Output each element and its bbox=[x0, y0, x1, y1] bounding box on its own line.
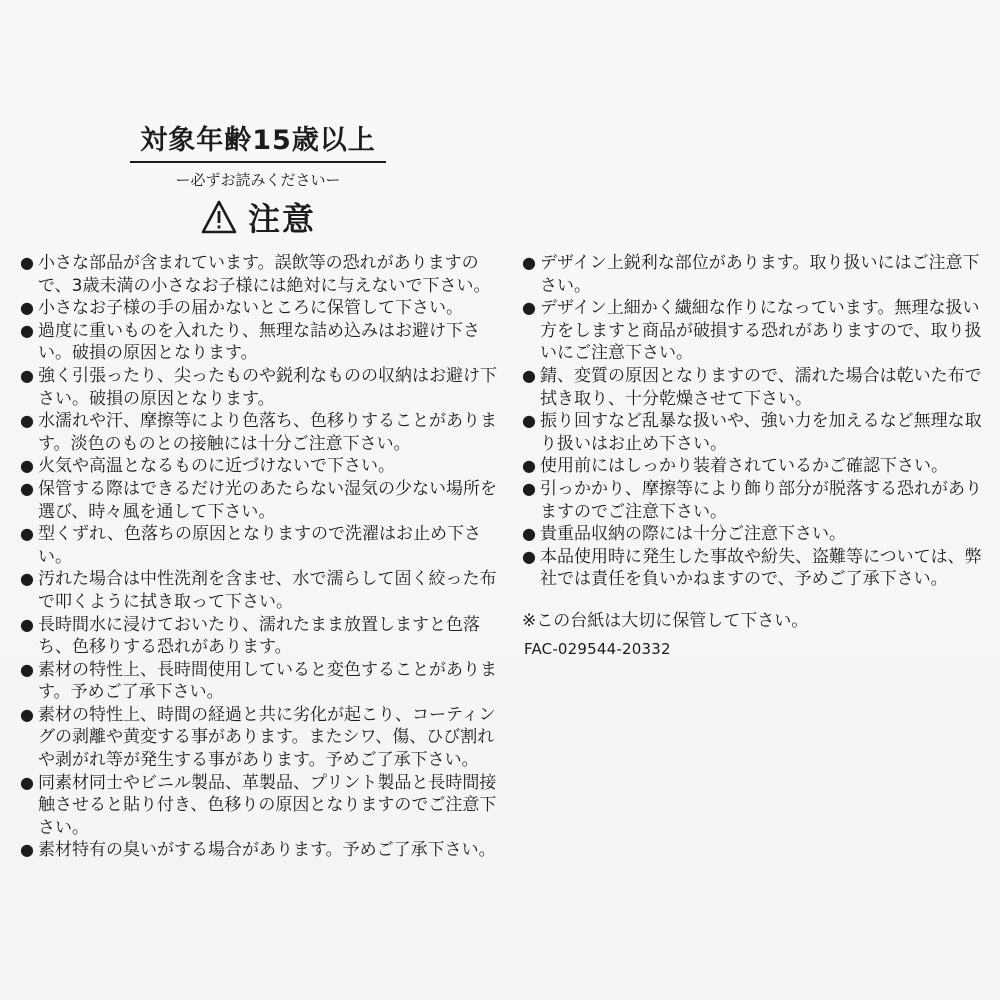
caution-item: ● 長時間水に浸けておいたり、濡れたまま放置しますと色落ち、色移りする恐れがあります。 bbox=[20, 614, 498, 659]
caution-list-right bbox=[522, 252, 996, 591]
caution-item: ● デザイン上細かく繊細な作りになっています。無理な扱い方をしますと商品が破損する恐れがありますので、取り扱いにご注意下さい。 bbox=[522, 297, 996, 365]
caution-item: ● 保管する際はできるだけ光のあたらない湿気の少ない場所を選び、時々風を通して下さい。 bbox=[20, 478, 498, 523]
caution-item: ● 振り回すなど乱暴な扱いや、強い力を加えるなど無理な取り扱いはお止め下さい。 bbox=[522, 410, 996, 455]
product-code: FAC-029544-20332 bbox=[524, 640, 671, 658]
age-title: 対象年齢15歳以上 bbox=[130, 118, 386, 163]
caution-item: ● デザイン上鋭利な部位があります。取り扱いにはご注意下さい。 bbox=[522, 252, 996, 297]
caution-item: ● 素材特有の臭いがする場合があります。予めご了承下さい。 bbox=[20, 839, 498, 862]
caution-item: ● 錆、変質の原因となりますので、濡れた場合は乾いた布で拭き取り、十分乾燥させて下さい。 bbox=[522, 365, 996, 410]
caution-item: ● 貴重品収納の際には十分ご注意下さい。 bbox=[522, 523, 996, 546]
caution-item: ● 素材の特性上、長時間使用していると変色することがあります。予めご了承下さい。 bbox=[20, 659, 498, 704]
caution-label: 注意 bbox=[247, 200, 316, 238]
caution-item: ● 水濡れや汗、摩擦等により色落ち、色移りすることがあります。淡色のものとの接触には十分ご注意下さい。 bbox=[20, 410, 498, 455]
caution-item: ● 火気や高温となるものに近づけないで下さい。 bbox=[20, 455, 498, 478]
header bbox=[130, 118, 386, 240]
caution-item: ● 引っかかり、摩擦等により飾り部分が脱落する恐れがありますのでご注意下さい。 bbox=[522, 478, 996, 523]
caution-list-left bbox=[20, 252, 498, 862]
caution-item: ● 本品使用時に発生した事故や紛失、盗難等については、弊社では責任を負いかねますので、予めご了承下さい。 bbox=[522, 546, 996, 591]
caution-heading bbox=[130, 194, 386, 240]
caution-item: ● 同素材同士やビニル製品、革製品、プリント製品と長時間接触させると貼り付き、色移りの原因となりますのでご注意下さい。 bbox=[20, 772, 498, 840]
caution-item: ● 素材の特性上、時間の経過と共に劣化が起こり、コーティングの剥離や黄変する事があります。またシワ、傷、ひび割れや剥がれ等が発生する事があります。予めご了承下さい。 bbox=[20, 704, 498, 772]
caution-item: ● 小さなお子様の手の届かないところに保管して下さい。 bbox=[20, 297, 498, 320]
caution-item: ● 強く引張ったり、尖ったものや鋭利なものの収納はお避け下さい。破損の原因となります。 bbox=[20, 365, 498, 410]
caution-item: ● 型くずれ、色落ちの原因となりますので洗濯はお止め下さい。 bbox=[20, 523, 498, 568]
caution-item: ● 過度に重いものを入れたり、無理な詰め込みはお避け下さい。破損の原因となります。 bbox=[20, 320, 498, 365]
keep-card-note: ※この台紙は大切に保管して下さい。 bbox=[522, 611, 809, 631]
caution-item: ● 小さな部品が含まれています。誤飲等の恐れがありますので、3歳未満の小さなお子様には絶対に与えないで下さい。 bbox=[20, 252, 498, 297]
warning-triangle-icon bbox=[200, 199, 238, 235]
read-notice: ー必ずお読みくださいー bbox=[175, 171, 341, 189]
caution-item: ● 使用前にはしっかり装着されているかご確認下さい。 bbox=[522, 455, 996, 478]
caution-item: ● 汚れた場合は中性洗剤を含ませ、水で濡らして固く絞った布で叩くように拭き取って下さい。 bbox=[20, 568, 498, 613]
